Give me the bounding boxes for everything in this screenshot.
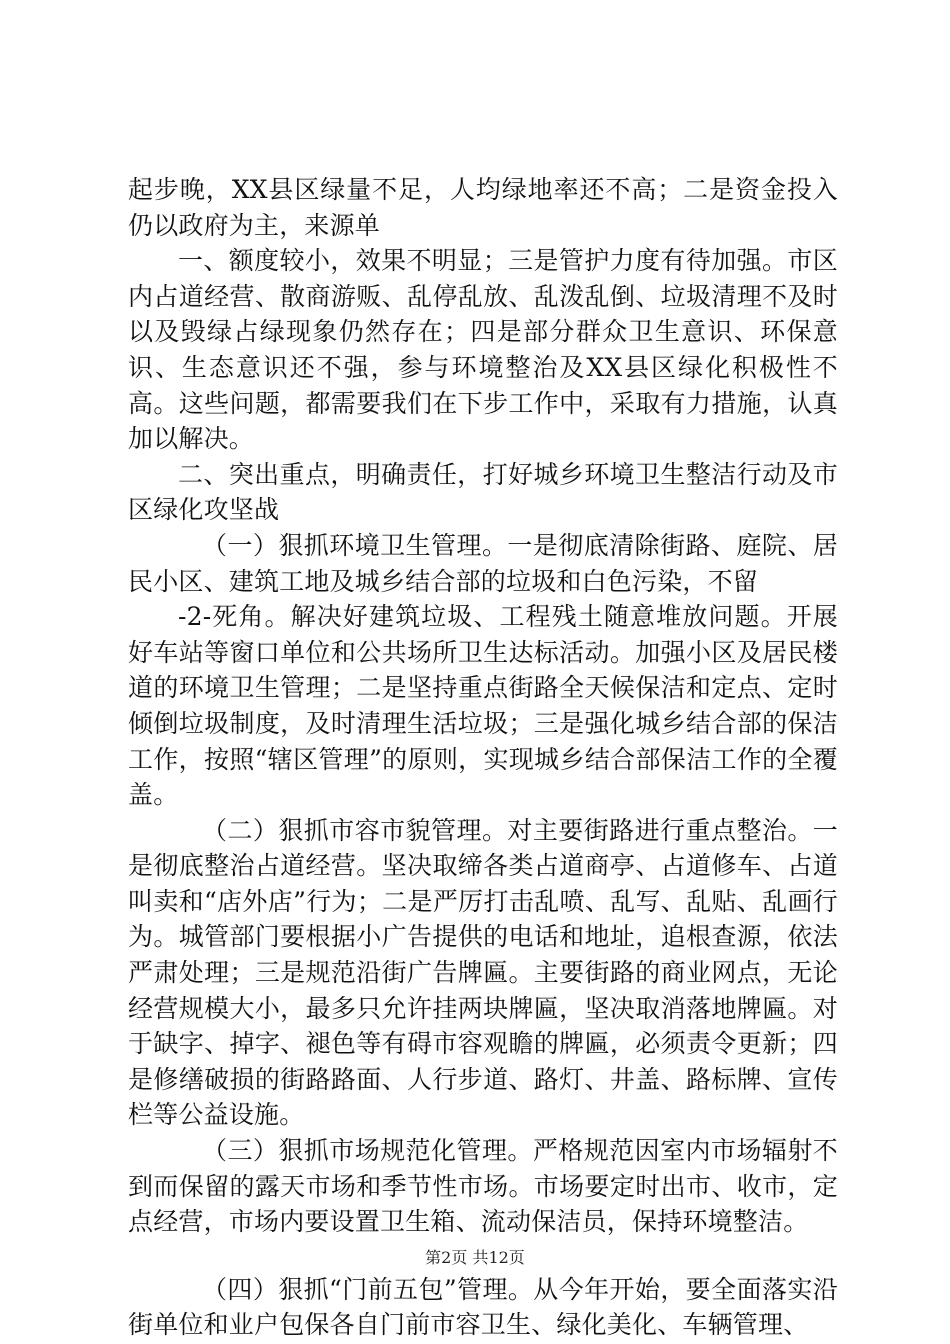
page-number-footer: 第2页 共12页 [425, 1248, 525, 1267]
paragraph-8: （四）狠抓“门前五包”管理。从今年开始，要全面落实沿街单位和业户包保各自门前市容卫生、绿化美化、车辆管理、 [128, 1274, 838, 1340]
document-body [128, 172, 838, 1343]
paragraph-1: 起步晚，XX县区绿量不足，人均绿地率还不高；二是资金投入仍以政府为主，来源单 [128, 175, 838, 240]
paragraph-7: （三）狠抓市场规范化管理。严格规范因室内市场辐射不到而保留的露天市场和季节性市场。市场要定时出市、收市，定点经营，市场内要设置卫生箱、流动保洁员，保持环境整洁。 [128, 1136, 838, 1237]
paragraph-3: 二、突出重点，明确责任，打好城乡环境卫生整洁行动及市区绿化攻坚战 [128, 459, 838, 525]
paragraph-4: （一）狠抓环境卫生管理。一是彻底清除街路、庭院、居民小区、建筑工地及城乡结合部的垃圾和白色污染，不留 [128, 530, 838, 596]
paragraph-6: （二）狠抓市容市貌管理。对主要街路进行重点整治。一是彻底整治占道经营。坚决取缔各类占道商亭、占道修车、占道叫卖和“店外店”行为；二是严厉打击乱喷、乱写、乱贴、乱画行为。城管部门要根据小广告提供的电话和地址，追根查源，依法严肃处理；三是规范沿街广告牌匾。主要街路的商业网点，无论经营规模大小，最多只允许挂两块牌匾，坚决取消落地牌匾。对于缺字、掉字、褪色等有碍市容观瞻的牌匾，必须责令更新；四是修缮破损的街路路面、人行步道、路灯、井盖、路标牌、宣传栏等公益设施。 [128, 815, 838, 1130]
paragraph-5: -2-死角。解决好建筑垃圾、工程残土随意堆放问题。开展好车站等窗口单位和公共场所卫生达标活动。加强小区及居民楼道的环境卫生管理；二是坚持重点街路全天候保洁和定点、定时倾倒垃圾制度，及时清理生活垃圾；三是强化城乡结合部的保洁工作，按照“辖区管理”的原则，实现城乡结合部保洁工作的全覆盖。 [128, 602, 838, 810]
paragraph-2: 一、额度较小，效果不明显；三是管护力度有待加强。市区内占道经营、散商游贩、乱停乱放、乱泼乱倒、垃圾清理不及时以及毁绿占绿现象仍然存在；四是部分群众卫生意识、环保意识、生态意识还不强，参与环境整治及XX县区绿化积极性不高。这些问题，都需要我们在下步工作中，采取有力措施，认真加以解决。 [128, 246, 838, 454]
